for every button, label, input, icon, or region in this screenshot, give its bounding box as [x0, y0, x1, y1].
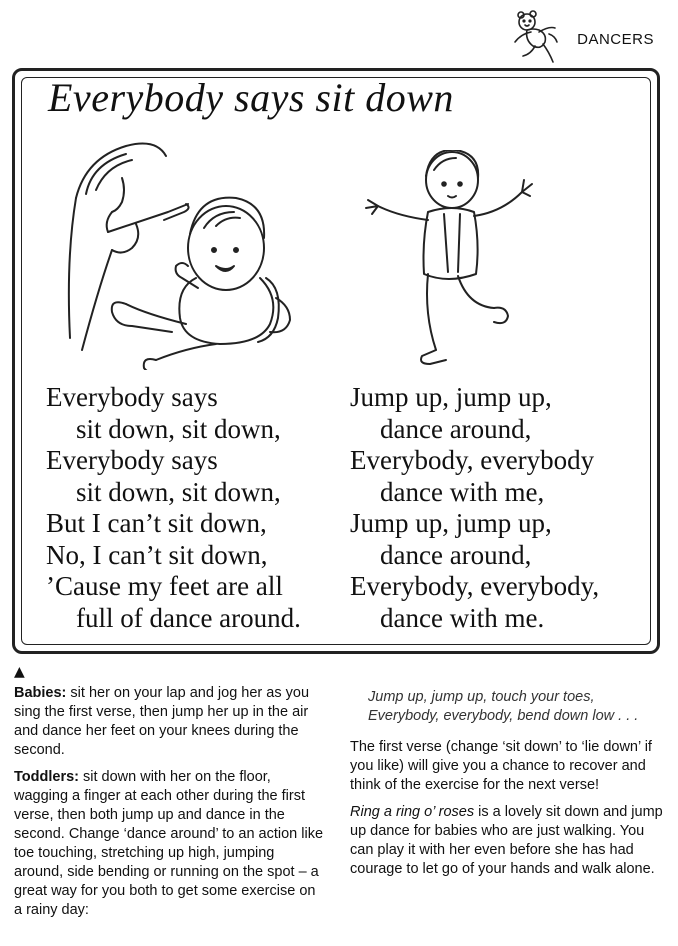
first-verse-note: The first verse (change ‘sit down’ to ‘lie down’ if you like) will give you a chance to recover and think of the exercise for the next verse! — [350, 739, 652, 793]
page-header — [509, 10, 654, 68]
parent-and-baby-illustration — [36, 138, 306, 370]
verse-line: dance around, — [380, 413, 532, 444]
toddlers-text: sit down with her on the floor, wagging a finger at each other during the first verse, then both jump up and dance in the second. Change ‘dance around’ to an action like toe touching, stretching up high, jumping around, side bending or running on the spot – a great way for you both to get some exercise on a rainy day: — [14, 769, 324, 918]
verse-line: Everybody, everybody — [350, 445, 595, 475]
verse-line: No, I can’t sit down, — [46, 539, 268, 570]
quote-line: Jump up, jump up, touch your toes, — [368, 689, 595, 705]
babies-note — [14, 684, 324, 760]
verse-line: But I can’t sit down, — [46, 508, 267, 538]
verse-line: sit down, sit down, — [76, 476, 281, 507]
quote-line: Everybody, everybody, bend down low . . . — [368, 708, 639, 724]
verse-line: full of dance around. — [76, 602, 301, 633]
verse-right-column — [350, 382, 599, 634]
dancing-bear-icon — [509, 10, 571, 68]
verse-left-column — [46, 382, 301, 634]
verse-line: Everybody, everybody, — [350, 571, 600, 601]
verse-line: Jump up, jump up, — [350, 508, 552, 538]
song-title: Everybody says sit down — [48, 75, 454, 120]
notes-right-column — [350, 688, 670, 887]
ring-note — [350, 803, 670, 879]
verse-line: dance with me, — [380, 476, 545, 507]
babies-label: Babies: — [14, 685, 67, 701]
ring-title: Ring a ring o’ roses — [350, 804, 475, 820]
verse-line: Everybody says — [46, 382, 218, 412]
verse-line: sit down, sit down, — [76, 413, 281, 444]
dancing-toddler-illustration — [362, 150, 558, 370]
babies-text: sit her on your lap and jog her as you sing the first verse, then jump her up in the air and dance her feet on your knees during the second. — [14, 685, 310, 758]
toddlers-label: Toddlers: — [14, 769, 79, 785]
toddlers-note — [14, 768, 324, 920]
section-label: DANCERS — [577, 30, 654, 48]
verse-line: ’Cause my feet are all — [46, 571, 283, 601]
verse-line: Jump up, jump up, — [350, 382, 552, 412]
section-marker-icon: ▲ — [14, 664, 25, 680]
verse-line: dance around, — [380, 539, 532, 570]
notes-left-column — [14, 684, 324, 928]
exercise-quote — [350, 688, 670, 726]
ring-text: is a lovely sit down and jump up dance for babies who are just walking. You can play it with her even before she has had courage to let go of your hands and walk alone. — [350, 804, 663, 877]
verse-line: Everybody says — [46, 445, 218, 475]
verse-line: dance with me. — [380, 602, 545, 633]
